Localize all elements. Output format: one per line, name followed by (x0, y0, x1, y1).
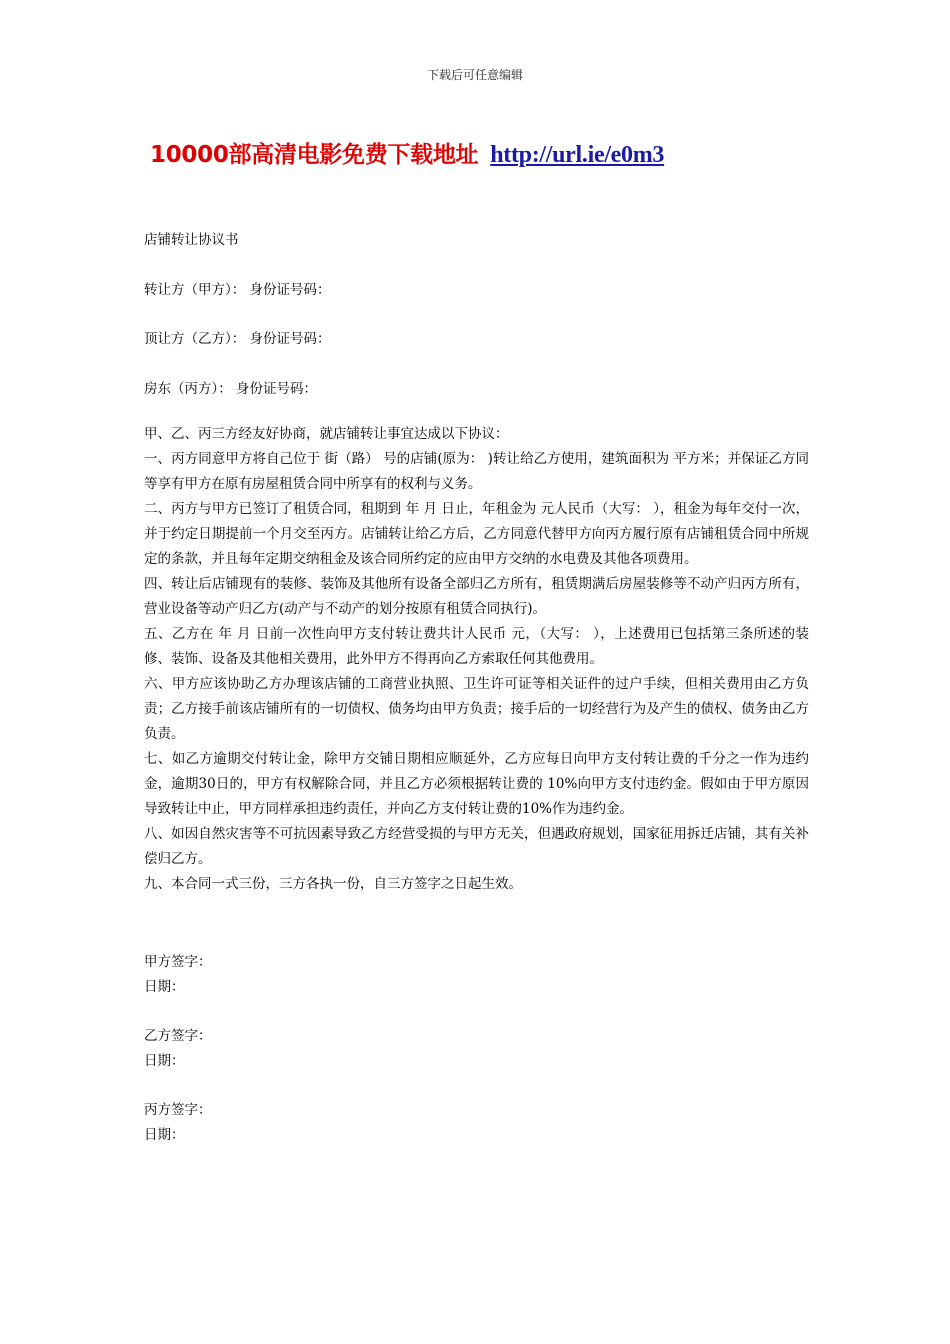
clause-9: 九、本合同一式三份，三方各执一份，自三方签字之日起生效。 (144, 876, 522, 892)
clause-1: 一、丙方同意甲方将自己位于 街（路） 号的店铺(原为： )转让给乙方使用，建筑面积为 平方米；并保证乙方同等享有甲方在原有房屋租赁合同中所享有的权利与义务。 (144, 451, 809, 492)
clause-intro: 甲、乙、丙三方经友好协商，就店铺转让事宜达成以下协议： (144, 426, 509, 442)
header-note: 下载后可任意编辑 (426, 68, 523, 82)
landlord-line: 房东（丙方）： 身份证号码： (144, 381, 318, 397)
party-c-date: 日期： (144, 1127, 185, 1143)
clause-2: 二、丙方与甲方已签订了租赁合同，租期到 年 月 日止，年租金为 元人民币（大写： ），租金为每年交付一次，并于约定日期提前一个月交至丙方。店铺转让给乙方后，乙方同意代替甲方向丙方履行原有店铺租赁合同中所规定的条款，并且每年定期交纳租金及该合同所约定的应由甲方交纳的水电费及其他各项费用。 (144, 501, 809, 567)
party-b-signature: 乙方签字： (144, 1028, 212, 1044)
banner-link[interactable]: http://url.ie/e0m3 (490, 142, 665, 168)
clause-6: 六、甲方应该协助乙方办理该店铺的工商营业执照、卫生许可证等相关证件的过户手续，但相关费用由乙方负责；乙方接手前该店铺所有的一切债权、债务均由甲方负责；接手后的一切经营行为及产生的债权、债务由乙方负责。 (144, 676, 809, 742)
clause-5: 五、乙方在 年 月 日前一次性向甲方支付转让费共计人民币 元，（大写： ），上述费用已包括第三条所述的装修、装饰、设备及其他相关费用，此外甲方不得再向乙方索取任何其他费用。 (144, 626, 809, 667)
party-c-signature: 丙方签字： (144, 1102, 212, 1118)
clause-8: 八、如因自然灾害等不可抗因素导致乙方经营受损的与甲方无关，但遇政府规划，国家征用拆迁店铺，其有关补偿归乙方。 (144, 826, 809, 867)
promo-banner (150, 136, 664, 169)
assignee-line: 顶让方（乙方）： 身份证号码： (144, 331, 331, 347)
party-a-signature: 甲方签字： (144, 954, 212, 970)
banner-text: 10000部高清电影免费下载地址 (150, 142, 479, 168)
clause-7: 七、如乙方逾期交付转让金，除甲方交铺日期相应顺延外，乙方应每日向甲方支付转让费的千分之一作为违约金，逾期30日的，甲方有权解除合同，并且乙方必须根据转让费的 10%向甲方支付违约金。假如由于甲方原因导致转让中止，甲方同样承担违约责任，并向乙方支付转让费的10%作为违约金。 (144, 751, 809, 817)
clause-4: 四、转让后店铺现有的装修、装饰及其他所有设备全部归乙方所有，租赁期满后房屋装修等不动产归丙方所有，营业设备等动产归乙方(动产与不动产的划分按原有租赁合同执行)。 (144, 576, 809, 617)
transferor-line: 转让方（甲方）： 身份证号码： (144, 282, 331, 298)
document-title: 店铺转让协议书 (144, 232, 239, 248)
party-b-date: 日期： (144, 1053, 185, 1069)
party-a-date: 日期： (144, 979, 185, 995)
agreement-body (144, 422, 809, 897)
